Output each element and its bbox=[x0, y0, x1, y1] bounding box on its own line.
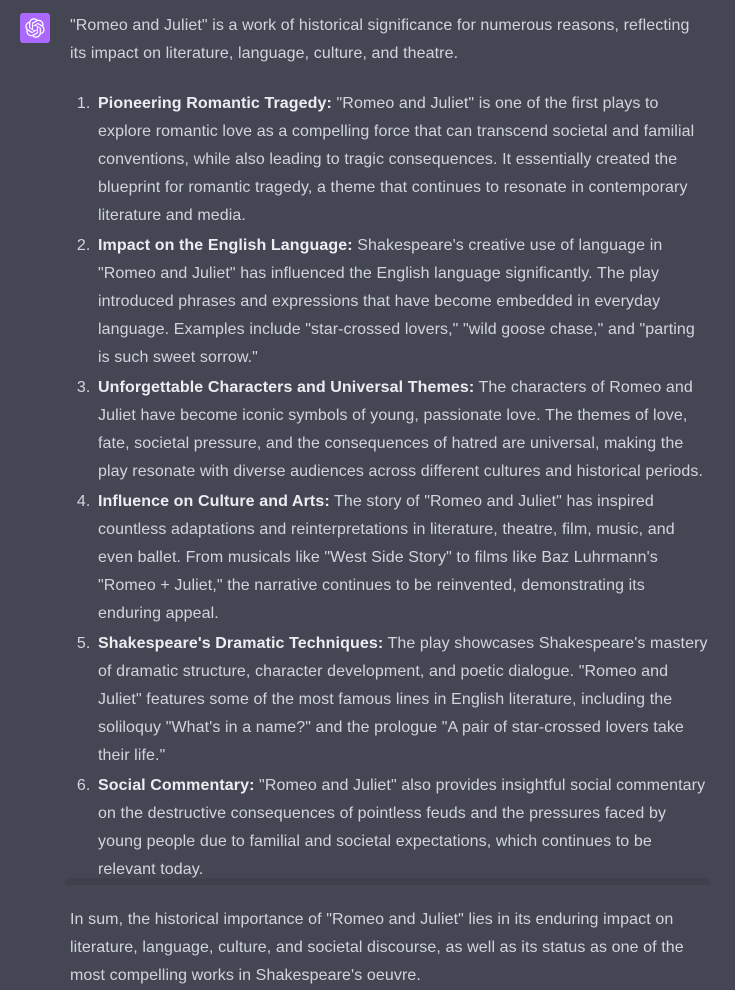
list-item bbox=[95, 488, 710, 628]
list-item-body: The characters of Romeo and Juliet have become iconic symbols of young, passionate love. The themes of love, fate, societal pressure, and the consequences of hatred are universal, making the play resonate with diverse audiences across different cultures and historical periods. bbox=[98, 379, 704, 480]
list-item bbox=[95, 630, 710, 770]
list-item-title: Social Commentary: bbox=[98, 777, 255, 794]
list-item bbox=[95, 374, 710, 486]
outro-paragraph: In sum, the historical importance of "Romeo and Juliet" lies in its enduring impact on literature, language, culture, and societal discourse, as well as its status as one of the most compelling works in Shakespeare's oeuvre. bbox=[70, 911, 684, 984]
list-item-title: Influence on Culture and Arts: bbox=[98, 493, 330, 510]
message-content bbox=[70, 12, 710, 990]
reasons-list bbox=[70, 90, 710, 884]
list-item-title: Shakespeare's Dramatic Techniques: bbox=[98, 635, 384, 652]
list-item bbox=[95, 232, 710, 372]
list-item-body: The play showcases Shakespeare's mastery of dramatic structure, character development, and poetic dialogue. "Romeo and Juliet" features some of the most famous lines in English literature, including the soliloquy "What's in a name?" and the prologue "A pair of star-crossed lovers take their life." bbox=[98, 635, 708, 764]
list-item-body: "Romeo and Juliet" is one of the first plays to explore romantic love as a compelling force that can transcend societal and familial conventions, while also leading to tragic consequences. It essentially created the blueprint for romantic tragedy, a theme that continues to resonate in contemporary literature and media. bbox=[98, 95, 695, 224]
list-item bbox=[95, 772, 710, 884]
list-item-title: Pioneering Romantic Tragedy: bbox=[98, 95, 332, 112]
openai-logo-icon bbox=[25, 18, 45, 38]
intro-paragraph: "Romeo and Juliet" is a work of historical significance for numerous reasons, reflecting its impact on literature, language, culture, and theatre. bbox=[70, 17, 690, 62]
list-item-body: Shakespeare's creative use of language in "Romeo and Juliet" has influenced the English language significantly. The play introduced phrases and expressions that have become embedded in everyday language. Examples include "star-crossed lovers," "wild goose chase," and "parting is such sweet sorrow." bbox=[98, 237, 695, 366]
list-item bbox=[95, 90, 710, 230]
list-item-title: Unforgettable Characters and Universal Themes: bbox=[98, 379, 475, 396]
list-item-body: The story of "Romeo and Juliet" has inspired countless adaptations and reinterpretations in literature, theatre, film, music, and even ballet. From musicals like "West Side Story" to films like Baz Luhrmann's "Romeo + Juliet," the narrative continues to be reinvented, demonstrating its enduring appeal. bbox=[98, 493, 675, 622]
list-item-body: "Romeo and Juliet" also provides insightful social commentary on the destructive consequences of pointless feuds and the pressures faced by young people due to familial and societal expectations, which continues to be relevant today. bbox=[98, 777, 706, 878]
next-section-edge bbox=[65, 878, 710, 885]
assistant-avatar bbox=[20, 13, 50, 43]
list-item-title: Impact on the English Language: bbox=[98, 237, 353, 254]
